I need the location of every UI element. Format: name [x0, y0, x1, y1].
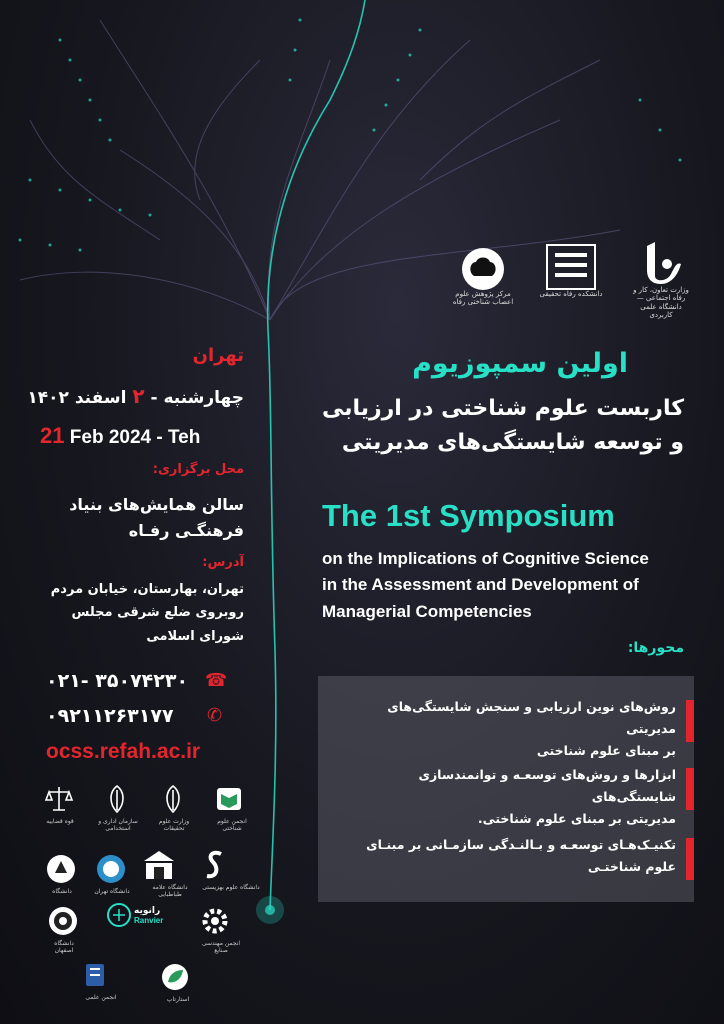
- sponsor-logo: [92, 850, 132, 895]
- venue-line1: سالن همایش‌های بنیاد: [69, 495, 244, 514]
- sponsor-caption: انجمن علوم شناختی: [217, 818, 247, 833]
- title-fa-block: [304, 392, 684, 460]
- university-logo-caption: دانشکده رفاه تحقیقی: [539, 290, 603, 298]
- topic-2-line1: ابزارها و روش‌های توسعـه و توانمندسازی شایستگی‌های: [418, 767, 676, 804]
- date-en-rest: Feb 2024 - Teh: [69, 427, 201, 448]
- topic-2-line2: مدیریتی بر مبنای علوم شناختی.: [477, 810, 676, 826]
- leaf-icon: [156, 958, 194, 996]
- title-en-block: [322, 546, 702, 625]
- title-fa-line1: اولین سمپوزیوم: [412, 348, 628, 379]
- university-logo: [538, 244, 604, 298]
- brain-logo-icon: [462, 248, 504, 290]
- title-en-line3: in the Assessment and Development of: [322, 575, 639, 595]
- ministry-logo-icon: [637, 238, 685, 286]
- date-fa-day: ۲: [132, 384, 145, 408]
- topic-marker: [686, 838, 694, 880]
- square-logo-icon: [76, 956, 114, 994]
- sponsor-logo: [140, 846, 200, 898]
- sponsor-logo: [154, 780, 194, 832]
- ranvier-fa: رانویه: [134, 905, 161, 916]
- sponsor-caption: دانشگاه علوم بهزیستی: [202, 884, 260, 891]
- sponsor-caption: انجمن علمی: [85, 994, 117, 1001]
- sponsor-caption: انجمن مهندسی صنایع: [201, 940, 241, 955]
- venue-label: محل برگزاری:: [152, 462, 244, 477]
- phone-number[interactable]: ۰۲۱- ۳۵۰۷۴۲۳۰: [46, 670, 189, 692]
- gear-icon: [196, 902, 234, 940]
- ministry-logo-caption: وزارت تعاون، کار و رفاه اجتماعی — دانشگاه علمی کاربردی: [633, 286, 689, 320]
- sponsor-caption: دانشگاه علامه طباطبایی: [152, 884, 188, 899]
- sponsor-caption: سازمان اداری و استخدامی: [98, 818, 138, 833]
- phone-icon: ☎: [205, 670, 228, 691]
- sponsor-caption: قوه قضاییه: [46, 818, 74, 825]
- title-fa-line3: و توسعه شایستگی‌های مدیریتی: [341, 430, 684, 456]
- address-line3: شورای اسلامی: [146, 628, 244, 644]
- sponsor-logo: [76, 956, 126, 1001]
- sponsor-caption: دانشگاه اصفهان: [54, 940, 74, 955]
- date-fa-suffix: اسفند ۱۴۰۲: [27, 388, 127, 408]
- topic-3-line2: علوم شناختـی: [587, 858, 676, 874]
- brain-center-logo: [448, 248, 518, 307]
- topic-item-3: [336, 834, 676, 878]
- sponsor-logo: [196, 846, 266, 891]
- seal-icon: [42, 850, 80, 888]
- topics-label: محورها:: [627, 640, 684, 656]
- sponsor-grid: [36, 780, 266, 1010]
- sponsor-logo: [40, 780, 80, 825]
- emblem-icon: [154, 780, 192, 818]
- venue-line2: فرهنگـی رفـاه: [128, 521, 244, 541]
- emblem-icon: [98, 780, 136, 818]
- globe-seal-icon: [92, 850, 130, 888]
- date-en-day: 21: [40, 423, 65, 448]
- round-seal-icon: [44, 902, 82, 940]
- book-icon: [210, 780, 248, 818]
- sponsor-logo: [98, 780, 138, 832]
- ranvier-en: Ranvier: [134, 915, 164, 925]
- date-fa-prefix: چهارشنبه -: [150, 388, 244, 408]
- topic-item-2: [336, 764, 676, 830]
- sponsor-caption: استارتاپ: [166, 996, 190, 1003]
- sponsor-logo: [44, 902, 84, 954]
- title-fa-line2: کاربست علوم شناختی در ارزیابی: [321, 396, 684, 421]
- mobile-icon: ✆: [207, 705, 223, 726]
- topic-item-1: [336, 696, 676, 762]
- venue: [69, 492, 244, 545]
- s-letter-icon: [196, 846, 234, 884]
- title-en-line1: The 1st Symposium: [322, 498, 615, 533]
- mobile-number[interactable]: ۰۹۲۱۱۲۶۳۱۷۷: [46, 705, 174, 727]
- event-city: تهران: [192, 345, 244, 366]
- topic-1-line1: روش‌های نوین ارزیابی و سنجش شایستگی‌های مدیریتی: [387, 699, 676, 736]
- address-line2: روبروی ضلع شرقی مجلس: [71, 605, 244, 621]
- address-line1: تهران، بهارستان، خیابان مردم: [50, 582, 244, 597]
- ministry-logo: [628, 238, 694, 320]
- sponsor-logo: [196, 902, 246, 954]
- topic-1-line2: بر مبنای علوم شناختی: [536, 742, 676, 758]
- title-en-line2: on the Implications of Cognitive Science: [322, 549, 649, 568]
- event-date-en: [40, 423, 200, 449]
- topics-panel: [318, 676, 694, 902]
- sponsor-caption: دانشگاه: [52, 888, 72, 895]
- event-date-fa: [27, 384, 244, 408]
- sponsor-caption: وزارت علوم تحقیقات: [158, 818, 190, 833]
- sponsor-caption: دانشگاه تهران: [94, 888, 130, 895]
- sponsor-logo: [106, 902, 172, 928]
- address-label: آدرس:: [202, 555, 244, 570]
- brain-icon: [106, 902, 172, 928]
- sponsor-logo: [156, 958, 200, 1003]
- brain-logo-caption: مرکز پژوهش علوم اعصاب شناختی رفاه: [452, 290, 514, 307]
- university-logo-icon: [546, 244, 596, 290]
- title-en-line4: Managerial Competencies: [322, 601, 532, 621]
- sponsor-logo: [42, 850, 82, 895]
- sponsor-logo: [210, 780, 254, 832]
- topic-marker: [686, 700, 694, 742]
- justice-scale-icon: [40, 780, 78, 818]
- topic-3-line1: تکنیـک‌هـای توسعـه و بـالنـدگی سازمـانی بر مبنـای: [366, 837, 676, 852]
- website-link[interactable]: ocss.refah.ac.ir: [46, 740, 201, 763]
- address: [51, 578, 244, 648]
- building-icon: [140, 846, 178, 884]
- topic-marker: [686, 768, 694, 810]
